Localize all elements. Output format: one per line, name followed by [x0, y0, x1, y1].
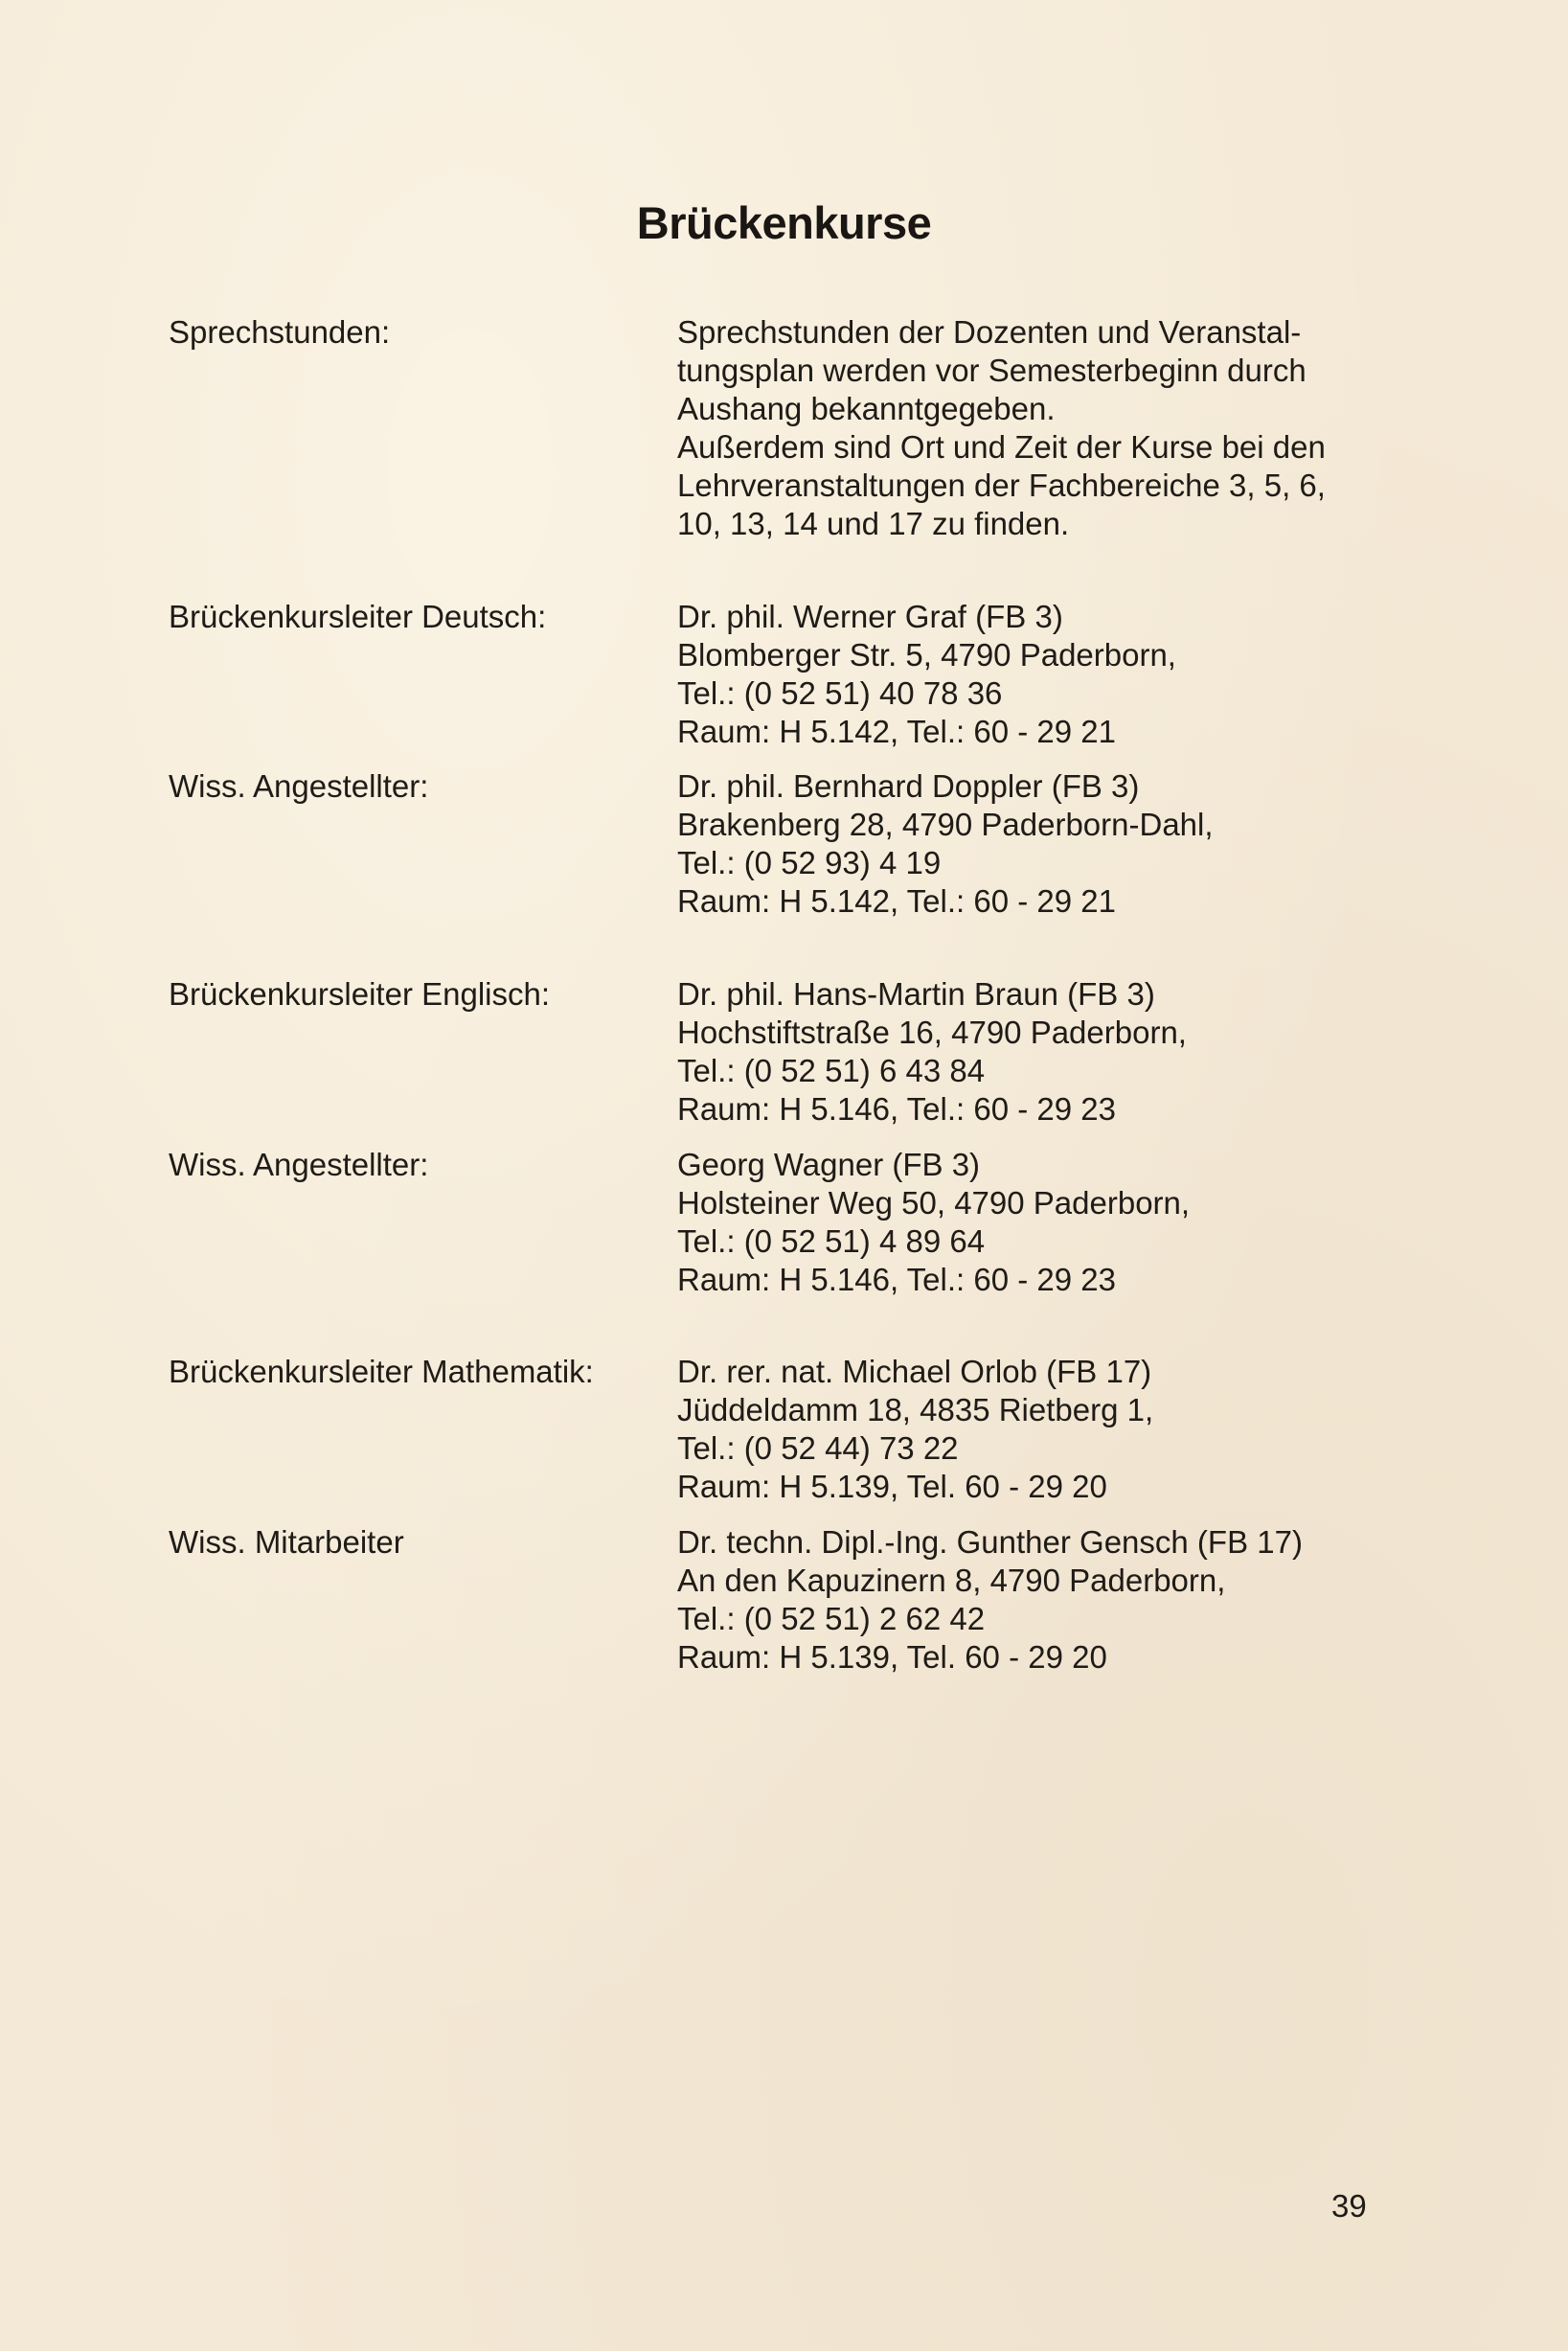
entry-line: Raum: H 5.142, Tel.: 60 - 29 21	[677, 883, 1116, 919]
entry-label: Brückenkursleiter Englisch:	[169, 976, 550, 1012]
entry-line: Aushang bekanntgegeben.	[677, 391, 1056, 426]
entry-line: Holsteiner Weg 50, 4790 Paderborn,	[677, 1185, 1191, 1221]
entry-label: Brückenkursleiter Deutsch:	[169, 599, 547, 634]
entry-line: Georg Wagner (FB 3)	[677, 1147, 981, 1182]
entry-line: An den Kapuzinern 8, 4790 Paderborn,	[677, 1563, 1226, 1598]
entry-line: Jüddeldamm 18, 4835 Rietberg 1,	[677, 1392, 1154, 1427]
entry-line: Dr. rer. nat. Michael Orlob (FB 17)	[677, 1354, 1152, 1389]
entry-line: Dr. phil. Bernhard Doppler (FB 3)	[677, 768, 1140, 804]
entry-line: Tel.: (0 52 51) 6 43 84	[677, 1053, 986, 1088]
entry-line: Brakenberg 28, 4790 Paderborn-Dahl,	[677, 807, 1214, 842]
entry-value	[677, 1523, 1405, 1677]
entry-label: Wiss. Angestellter:	[169, 1147, 429, 1182]
entry-line: Raum: H 5.146, Tel.: 60 - 29 23	[677, 1091, 1116, 1127]
entry-line: Tel.: (0 52 51) 2 62 42	[677, 1601, 986, 1636]
entry-line: Raum: H 5.139, Tel. 60 - 29 20	[677, 1469, 1107, 1504]
entry-line: Tel.: (0 52 51) 40 78 36	[677, 675, 1003, 711]
entry-line: Außerdem sind Ort und Zeit der Kurse bei den	[677, 429, 1326, 465]
entry-value	[677, 598, 1405, 751]
entry-label: Wiss. Angestellter:	[169, 768, 429, 804]
entry-label: Wiss. Mitarbeiter	[169, 1524, 404, 1560]
entry-line: 10, 13, 14 und 17 zu finden.	[677, 506, 1070, 541]
entry-line: Dr. phil. Hans-Martin Braun (FB 3)	[677, 976, 1155, 1012]
entry-line: Tel.: (0 52 93) 4 19	[677, 845, 942, 880]
entry-line: Lehrveranstaltungen der Fachbereiche 3, 5, 6,	[677, 468, 1326, 503]
entry-line: Hochstiftstraße 16, 4790 Paderborn,	[677, 1015, 1187, 1050]
entry-value	[677, 1353, 1405, 1506]
entry-line: Raum: H 5.142, Tel.: 60 - 29 21	[677, 714, 1116, 749]
entry-line: Tel.: (0 52 44) 73 22	[677, 1430, 959, 1466]
entry-value	[677, 767, 1405, 921]
entry-line: Raum: H 5.139, Tel. 60 - 29 20	[677, 1639, 1107, 1675]
entry-value	[677, 313, 1405, 543]
entry-line: Tel.: (0 52 51) 4 89 64	[677, 1223, 986, 1259]
entry-line: Sprechstunden der Dozenten und Veranstal-	[677, 314, 1302, 350]
entry-value	[677, 1146, 1405, 1299]
entry-value	[677, 975, 1405, 1129]
page-number: 39	[1331, 2188, 1367, 2224]
entry-line: Blomberger Str. 5, 4790 Paderborn,	[677, 637, 1176, 673]
entry-label: Brückenkursleiter Mathematik:	[169, 1354, 594, 1389]
page-title: Brückenkurse	[636, 197, 932, 248]
entry-label: Sprechstunden:	[169, 314, 391, 350]
entry-line: Dr. techn. Dipl.-Ing. Gunther Gensch (FB 17)	[677, 1524, 1303, 1560]
entry-line: Raum: H 5.146, Tel.: 60 - 29 23	[677, 1262, 1116, 1297]
entry-line: tungsplan werden vor Semesterbeginn durch	[677, 353, 1307, 388]
entry-line: Dr. phil. Werner Graf (FB 3)	[677, 599, 1063, 634]
